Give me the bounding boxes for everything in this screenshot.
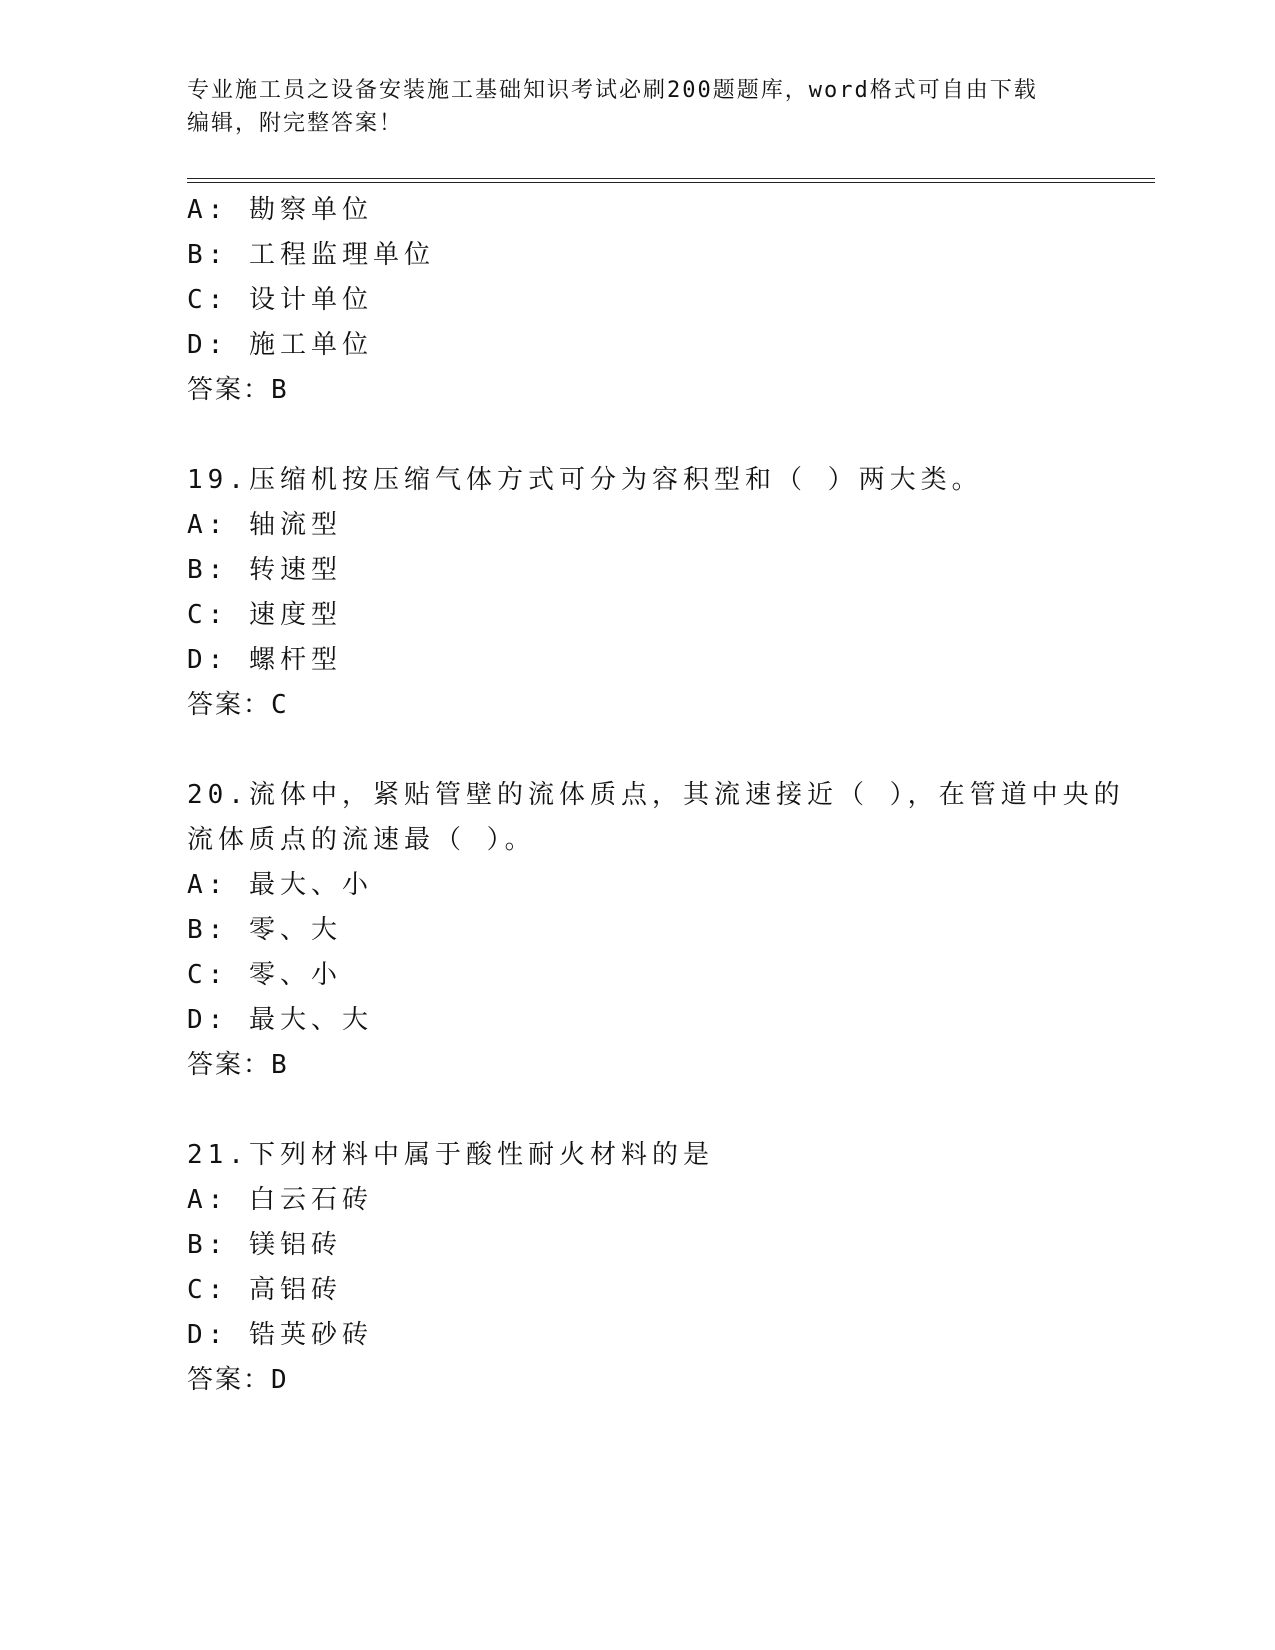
q20-option-b: B: 零、大 bbox=[187, 915, 342, 945]
q19-question: 19.压缩机按压缩气体方式可分为容积型和（ ）两大类。 bbox=[187, 465, 983, 495]
q18-option-a: A: 勘察单位 bbox=[187, 195, 373, 225]
q18-answer: 答案：B bbox=[187, 375, 289, 405]
q20-option-d: D: 最大、大 bbox=[187, 1005, 373, 1035]
q21-option-c: C: 高铝砖 bbox=[187, 1275, 342, 1305]
q21-option-d: D: 锆英砂砖 bbox=[187, 1320, 373, 1350]
q18-option-c: C: 设计单位 bbox=[187, 285, 373, 315]
q19-option-d: D: 螺杆型 bbox=[187, 645, 342, 675]
header-double-rule bbox=[187, 178, 1155, 183]
q20-option-a: A: 最大、小 bbox=[187, 870, 373, 900]
q20-question-line-2: 流体质点的流速最（ ）。 bbox=[187, 825, 536, 855]
document-title-line-2: 编辑，附完整答案！ bbox=[187, 111, 404, 136]
q19-option-c: C: 速度型 bbox=[187, 600, 342, 630]
q19-option-a: A: 轴流型 bbox=[187, 510, 342, 540]
q20-answer: 答案：B bbox=[187, 1050, 289, 1080]
q21-answer: 答案：D bbox=[187, 1365, 289, 1395]
q21-option-b: B: 镁铝砖 bbox=[187, 1230, 342, 1260]
document-title-line-1: 专业施工员之设备安装施工基础知识考试必刷200题题库，word格式可自由下载 bbox=[187, 78, 1038, 103]
q18-option-d: D: 施工单位 bbox=[187, 330, 373, 360]
q18-option-b: B: 工程监理单位 bbox=[187, 240, 435, 270]
q20-question-line-1: 20.流体中，紧贴管壁的流体质点，其流速接近（ ），在管道中央的 bbox=[187, 780, 1125, 810]
q19-option-b: B: 转速型 bbox=[187, 555, 342, 585]
q20-option-c: C: 零、小 bbox=[187, 960, 342, 990]
q21-option-a: A: 白云石砖 bbox=[187, 1185, 373, 1215]
q19-answer: 答案：C bbox=[187, 690, 289, 720]
document-header bbox=[187, 74, 1087, 140]
q21-question: 21.下列材料中属于酸性耐火材料的是 bbox=[187, 1140, 714, 1170]
